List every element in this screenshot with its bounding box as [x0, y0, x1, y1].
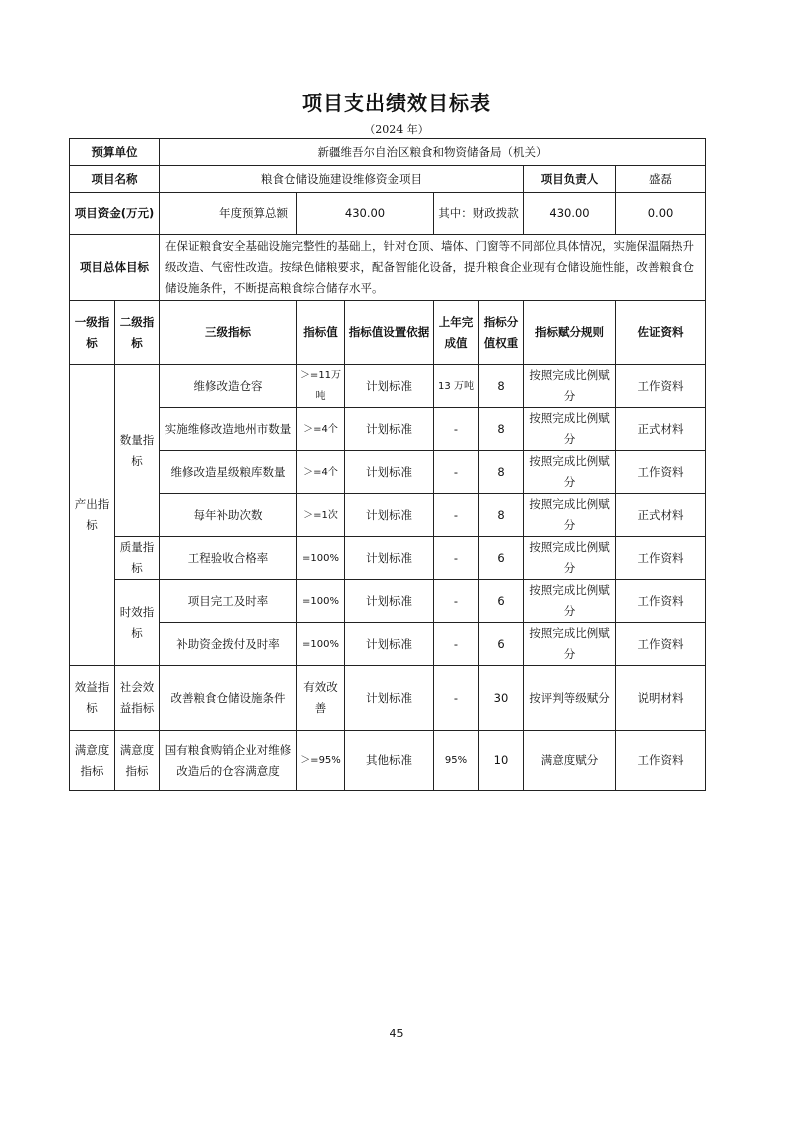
level2-quality: 质量指标 [115, 537, 160, 580]
table-row [70, 623, 706, 666]
row-last-year: - [434, 580, 479, 623]
row-weight: 6 [479, 580, 524, 623]
table-row [70, 731, 706, 791]
row-rule: 满意度赋分 [524, 731, 616, 791]
row-rule: 按照完成比例赋分 [524, 623, 616, 666]
fiscal-label: 其中：财政拨款 [434, 193, 524, 235]
other-funds-cell [616, 193, 706, 235]
project-name-value: 粮食仓储设施建设维修资金项目 [160, 166, 524, 193]
goal-label: 项目总体目标 [70, 235, 160, 301]
level2-quantity: 数量指标 [115, 365, 160, 537]
row-basis: 其他标准 [345, 731, 434, 791]
budget-unit-label: 预算单位 [70, 139, 160, 166]
row-rule: 按照完成比例赋分 [524, 494, 616, 537]
row-weight: 8 [479, 408, 524, 451]
row-value: 有效改善 [297, 666, 345, 731]
row-basis: 计划标准 [345, 451, 434, 494]
row-evidence: 工作资料 [616, 365, 706, 408]
row-last-year: - [434, 623, 479, 666]
header-value: 指标值 [297, 301, 345, 365]
annual-budget-label: 年度预算总额 [160, 193, 297, 235]
row-name: 维修改造星级粮库数量 [160, 451, 297, 494]
goal-row [70, 235, 706, 301]
row-weight: 10 [479, 731, 524, 791]
row-name: 国有粮食购销企业对维修改造后的仓容满意度 [160, 731, 297, 791]
other-funds-value: 0.00 [647, 206, 674, 220]
header-last-year: 上年完成值 [434, 301, 479, 365]
row-last-year: - [434, 537, 479, 580]
level2-satisfaction: 满意度指标 [115, 731, 160, 791]
row-rule: 按照完成比例赋分 [524, 451, 616, 494]
header-level3: 三级指标 [160, 301, 297, 365]
row-basis: 计划标准 [345, 666, 434, 731]
row-last-year: - [434, 494, 479, 537]
row-rule: 按照完成比例赋分 [524, 537, 616, 580]
row-evidence: 工作资料 [616, 451, 706, 494]
row-weight: 6 [479, 537, 524, 580]
row-weight: 6 [479, 623, 524, 666]
row-evidence: 工作资料 [616, 623, 706, 666]
row-evidence: 正式材料 [616, 408, 706, 451]
year-label: （2024 年） [364, 123, 429, 136]
row-name: 补助资金拨付及时率 [160, 623, 297, 666]
project-name-label: 项目名称 [70, 166, 160, 193]
row-last-year: - [434, 451, 479, 494]
row-value: ＞=95% [297, 731, 345, 791]
project-name-row [70, 166, 706, 193]
level1-satisfaction: 满意度指标 [70, 731, 115, 791]
row-name: 实施维修改造地州市数量 [160, 408, 297, 451]
table-row [70, 365, 706, 408]
row-rule: 按照完成比例赋分 [524, 408, 616, 451]
table-row [70, 408, 706, 451]
header-evidence: 佐证资料 [616, 301, 706, 365]
budget-unit-row [70, 139, 706, 166]
level1-benefit: 效益指标 [70, 666, 115, 731]
row-weight: 30 [479, 666, 524, 731]
row-evidence: 工作资料 [616, 580, 706, 623]
row-evidence: 工作资料 [616, 537, 706, 580]
row-value: ＞=4个 [297, 451, 345, 494]
row-value: ＞=11万吨 [297, 365, 345, 408]
row-rule: 按照完成比例赋分 [524, 580, 616, 623]
row-name: 工程验收合格率 [160, 537, 297, 580]
row-name: 维修改造仓容 [160, 365, 297, 408]
row-value: ＞=4个 [297, 408, 345, 451]
funding-row [70, 193, 706, 235]
row-name: 项目完工及时率 [160, 580, 297, 623]
row-last-year: - [434, 666, 479, 731]
row-evidence: 说明材料 [616, 666, 706, 731]
table-row [70, 666, 706, 731]
annual-budget-value: 430.00 [297, 193, 434, 235]
row-value: ＞=1次 [297, 494, 345, 537]
row-basis: 计划标准 [345, 494, 434, 537]
row-evidence: 工作资料 [616, 731, 706, 791]
table-row [70, 494, 706, 537]
page-number: 45 [389, 1027, 404, 1040]
table-row [70, 580, 706, 623]
performance-table [69, 138, 706, 791]
header-level2: 二级指标 [115, 301, 160, 365]
row-weight: 8 [479, 494, 524, 537]
row-basis: 计划标准 [345, 580, 434, 623]
project-leader-label: 项目负责人 [524, 166, 616, 193]
row-value: =100% [297, 580, 345, 623]
row-basis: 计划标准 [345, 408, 434, 451]
header-basis: 指标值设置依据 [345, 301, 434, 365]
fiscal-value: 430.00 [524, 193, 616, 235]
row-last-year: - [434, 408, 479, 451]
row-evidence: 正式材料 [616, 494, 706, 537]
header-rule: 指标赋分规则 [524, 301, 616, 365]
row-rule: 按评判等级赋分 [524, 666, 616, 731]
level2-timeliness: 时效指标 [115, 580, 160, 666]
page-title: 项目支出绩效目标表 [302, 91, 491, 115]
row-name: 改善粮食仓储设施条件 [160, 666, 297, 731]
row-basis: 计划标准 [345, 365, 434, 408]
header-row [70, 301, 706, 365]
table-row [70, 537, 706, 580]
row-basis: 计划标准 [345, 537, 434, 580]
budget-unit-value: 新疆维吾尔自治区粮食和物资储备局（机关） [160, 139, 706, 166]
level1-output: 产出指标 [70, 365, 115, 666]
goal-text: 在保证粮食安全基础设施完整性的基础上，针对仓顶、墙体、门窗等不同部位具体情况，实施保温隔热升级改造、气密性改造。按绿色储粮要求，配备智能化设备，提升粮食企业现有仓储设施性能，改善粮食仓储设施条件，不断提高粮食综合储存水平。 [160, 235, 706, 301]
project-leader-value: 盛磊 [616, 166, 706, 193]
header-weight: 指标分值权重 [479, 301, 524, 365]
row-basis: 计划标准 [345, 623, 434, 666]
funding-label: 项目资金(万元) [70, 193, 160, 235]
row-last-year: 95% [434, 731, 479, 791]
row-last-year: 13 万吨 [434, 365, 479, 408]
row-name: 每年补助次数 [160, 494, 297, 537]
other-funds-label [616, 203, 617, 224]
row-weight: 8 [479, 451, 524, 494]
table-row [70, 451, 706, 494]
row-weight: 8 [479, 365, 524, 408]
header-level1: 一级指标 [70, 301, 115, 365]
row-rule: 按照完成比例赋分 [524, 365, 616, 408]
row-value: =100% [297, 537, 345, 580]
row-value: =100% [297, 623, 345, 666]
level2-social: 社会效益指标 [115, 666, 160, 731]
